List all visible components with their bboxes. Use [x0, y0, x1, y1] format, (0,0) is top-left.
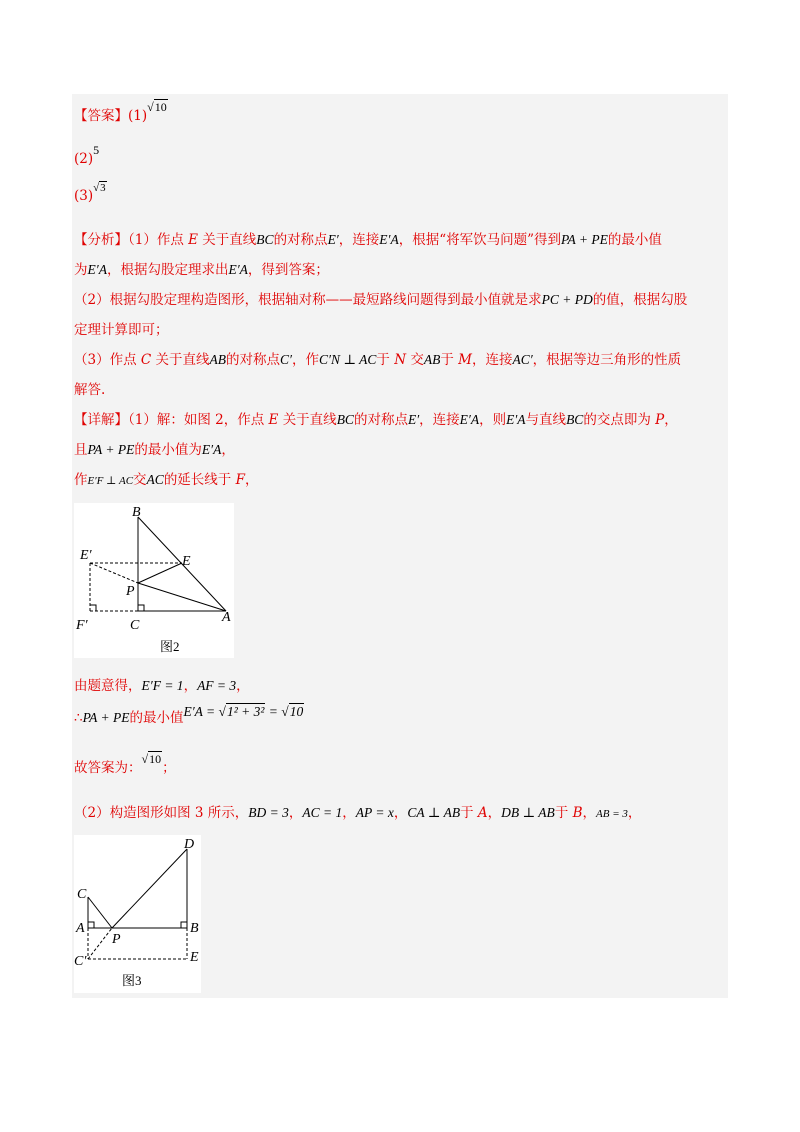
- answer-line-2: (2)5: [74, 143, 100, 167]
- segment-CP: [88, 897, 112, 928]
- detail-line-5: ∴PA + PE的最小值E′A = √1² + 3² = √10: [74, 704, 304, 726]
- figure-3-diagram: [74, 835, 201, 993]
- analysis-line-1: 【分析】（1）作点 E 关于直线BC的对称点E′，连接E′A，根据“将军饮马问题”得到PA + PE的最小值: [74, 232, 662, 248]
- detail-line-4: 由题意得，E′F = 1，AF = 3，: [74, 678, 250, 694]
- answer-label: 【答案】: [74, 108, 128, 124]
- segment-PD: [112, 849, 187, 928]
- analysis-line-5: （3）作点 C 关于直线AB的对称点C′，作C′N ⊥ AC于 N 交AB于 M，连接AC′，根据等边三角形的性质: [74, 352, 682, 368]
- analysis-line-6: 解答.: [74, 382, 106, 398]
- segment-CpP-dashed: [88, 928, 112, 959]
- analysis-label: 【分析】: [74, 232, 128, 248]
- right-angle-Fp: [90, 605, 96, 611]
- label-A: A: [222, 610, 231, 625]
- analysis-line-2: 为E′A，根据勾股定理求出E′A，得到答案；: [74, 262, 329, 278]
- detail-line-3: 作E′F ⊥ AC交AC的延长线于 F，: [74, 472, 259, 488]
- figure-2-caption: 图2: [160, 639, 180, 654]
- label-A: A: [76, 921, 85, 936]
- label-C-prime: C′: [74, 954, 87, 969]
- segment-EpP-dashed: [90, 563, 138, 583]
- figure-3-caption: 图3: [122, 973, 142, 988]
- figure-3: [74, 835, 201, 993]
- detail-line-6: 故答案为：√10；: [74, 752, 176, 776]
- label-E: E: [182, 554, 191, 569]
- right-angle-B: [181, 922, 187, 928]
- answer-3-value: √3: [93, 182, 106, 194]
- detail-line-7: （2）构造图形如图 3 所示，BD = 3，AC = 1，AP = x，CA ⊥ AB于 A，DB ⊥ AB于 B，AB = 3，: [74, 805, 642, 821]
- answer-1-value: √10: [147, 100, 167, 114]
- label-D: D: [184, 837, 195, 852]
- label-B: B: [132, 505, 141, 520]
- label-C: C: [130, 618, 140, 633]
- label-P: P: [126, 584, 135, 599]
- label-F-prime: F′: [76, 618, 88, 633]
- label-E-prime: E′: [80, 548, 92, 563]
- segment-PE: [138, 563, 182, 583]
- answer-line-1: 【答案】(1)√10: [74, 100, 167, 124]
- analysis-line-3: （2）根据勾股定理构造图形，根据轴对称——最短路线问题得到最小值就是求PC + PD的值，根据勾股: [74, 292, 688, 308]
- detail-min-value-formula: E′A = √1² + 3² = √10: [183, 704, 304, 719]
- label-C: C: [77, 887, 87, 902]
- right-angle-C: [138, 605, 144, 611]
- answer-line-3: $(3)^{√3}$: [74, 182, 106, 204]
- detail-line-1: 【详解】（1）解：如图 2，作点 E 关于直线BC的对称点E′，连接E′A，则E′A与直线BC的交点即为 P，: [74, 412, 678, 428]
- detail-line-2: 且PA + PE的最小值为E′A，: [74, 442, 235, 458]
- detail-label: 【详解】: [74, 412, 128, 428]
- right-angle-A: [88, 922, 94, 928]
- label-B: B: [190, 921, 199, 936]
- figure-2: [74, 503, 234, 658]
- answer-2-value: 5: [93, 143, 100, 157]
- figure-2-diagram: [74, 503, 234, 658]
- analysis-line-4: 定理计算即可；: [74, 322, 169, 338]
- label-E: E: [190, 950, 199, 965]
- label-P: P: [112, 932, 121, 947]
